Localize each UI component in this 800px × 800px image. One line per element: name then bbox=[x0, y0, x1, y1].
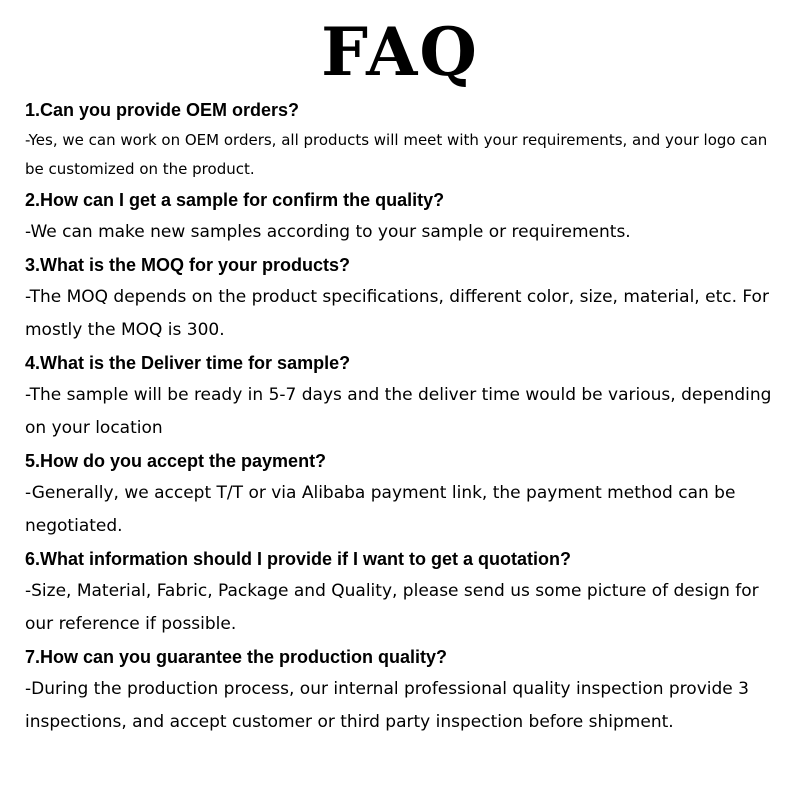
faq-question: 2.How can I get a sample for confirm the quality? bbox=[25, 190, 445, 210]
faq-item-3 bbox=[25, 249, 785, 347]
faq-question: 4.What is the Deliver time for sample? bbox=[25, 353, 351, 373]
faq-answer: -Size, Material, Fabric, Package and Quality, please send us some picture of design for our reference if possible. bbox=[25, 581, 759, 634]
page-title: FAQ bbox=[321, 13, 479, 91]
faq-question: 7.How can you guarantee the production quality? bbox=[25, 647, 448, 667]
faq-answer: -Generally, we accept T/T or via Alibaba payment link, the payment method can be negotiated. bbox=[25, 483, 736, 536]
faq-item-6 bbox=[25, 543, 785, 641]
faq-item-1 bbox=[25, 94, 785, 184]
faq-item-2 bbox=[25, 184, 785, 249]
faq-question: 1.Can you provide OEM orders? bbox=[25, 100, 300, 120]
faq-answer: -Yes, we can work on OEM orders, all products will meet with your requirements, and your logo can be customized on the product. bbox=[25, 131, 768, 178]
faq-answer: -The sample will be ready in 5-7 days and the deliver time would be various, depending on your location bbox=[25, 385, 772, 438]
faq-item-5 bbox=[25, 445, 785, 543]
faq-question: 5.How do you accept the payment? bbox=[25, 451, 327, 471]
faq-answer: -During the production process, our internal professional quality inspection provide 3 inspections, and accept customer or third party inspection before shipment. bbox=[25, 679, 749, 732]
faq-item-7 bbox=[25, 641, 785, 739]
faq-answer: -We can make new samples according to your sample or requirements. bbox=[25, 222, 631, 242]
faq-question: 6.What information should I provide if I want to get a quotation? bbox=[25, 549, 571, 569]
faq-list bbox=[25, 94, 785, 739]
faq-item-4 bbox=[25, 347, 785, 445]
faq-question: 3.What is the MOQ for your products? bbox=[25, 255, 351, 275]
faq-answer: -The MOQ depends on the product specifications, different color, size, material, etc. For mostly the MOQ is 300. bbox=[25, 287, 769, 340]
